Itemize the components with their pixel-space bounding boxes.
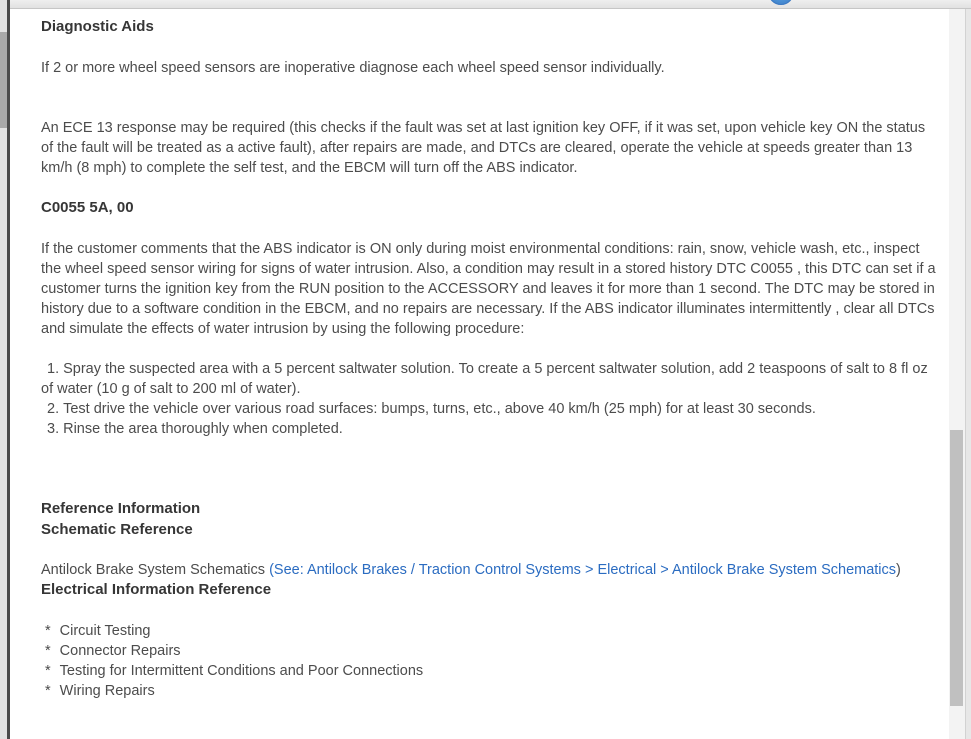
left-scrollbar-thumb[interactable] — [0, 32, 7, 128]
heading-electrical-information-reference: Electrical Information Reference — [41, 581, 272, 598]
list-item-text: Wiring Repairs — [59, 683, 155, 699]
paragraph-customer-comments: If the customer comments that the ABS indicator is ON only during moist environmental conditions: rain, snow, vehicle wash, etc., inspect the wheel speed sensor wiring for signs of water intrusion. Also, a condition may result in a stored history DTC C0055 , this DTC can set if a customer turns the ignition key from the RUN position to the ACCESSORY and leaves it for more than 1 second. The DTC may be stored in history due to a software condition in the EBCM, and no repairs are necessary. If the ABS indicator illuminates intermittently , clear all DTCs and simulate the effects of water intrusion by using the following procedure: — [41, 241, 936, 337]
procedure-step — [41, 419, 938, 439]
window-right-edge — [965, 9, 971, 739]
right-scrollbar-thumb[interactable] — [950, 430, 963, 706]
procedure-step — [41, 359, 938, 399]
schematic-reference-link[interactable]: (See: Antilock Brakes / Traction Control Systems > Electrical > Antilock Brake System Schematics — [269, 562, 897, 578]
list-item-text: Circuit Testing — [59, 623, 151, 639]
step-text: Rinse the area thoroughly when completed. — [63, 421, 343, 437]
bullet-marker: * — [45, 683, 51, 699]
procedure-step — [41, 399, 938, 419]
electrical-reference-list — [41, 621, 938, 701]
top-strip — [10, 0, 971, 9]
list-item — [41, 621, 938, 641]
left-scrollbar-track[interactable] — [0, 0, 7, 739]
bullet-marker: * — [45, 623, 51, 639]
schematic-reference-line — [41, 560, 938, 580]
list-item-text: Testing for Intermittent Conditions and Poor Connections — [59, 663, 424, 679]
bullet-marker: * — [45, 643, 51, 659]
heading-reference-information: Reference Information — [41, 500, 201, 517]
right-scrollbar-track[interactable] — [949, 9, 965, 739]
document-content — [10, 10, 949, 739]
schematic-line-suffix: ) — [896, 562, 901, 578]
heading-schematic-reference: Schematic Reference — [41, 521, 193, 538]
step-number: 1. — [47, 361, 60, 377]
procedure-ordered-list — [41, 359, 938, 439]
scroll-to-top-button[interactable] — [768, 0, 794, 5]
paragraph-wheel-speed-sensors: If 2 or more wheel speed sensors are inoperative diagnose each wheel speed sensor individually. — [41, 60, 665, 76]
step-text: Spray the suspected area with a 5 percent saltwater solution. To create a 5 percent saltwater solution, add 2 teaspoons of salt to 8 fl oz of water (10 g of salt to 200 ml of water). — [41, 361, 928, 397]
step-number: 2. — [47, 401, 60, 417]
bullet-marker: * — [45, 663, 51, 679]
list-item — [41, 681, 938, 701]
list-item-text: Connector Repairs — [59, 643, 181, 659]
list-item — [41, 641, 938, 661]
heading-dtc-code: C0055 5A, 00 — [41, 199, 134, 216]
step-text: Test drive the vehicle over various road surfaces: bumps, turns, etc., above 40 km/h (25 mph) for at least 30 seconds. — [63, 401, 816, 417]
heading-diagnostic-aids: Diagnostic Aids — [41, 18, 154, 35]
step-number: 3. — [47, 421, 60, 437]
paragraph-ece-13-response: An ECE 13 response may be required (this checks if the fault was set at last ignition key OFF, if it was set, upon vehicle key ON the status of the fault will be treated as a active fault), after repairs are made, and DTCs are cleared, operate the vehicle at speeds greater than 13 km/h (8 mph) to complete the self test, and the EBCM will turn off the ABS indicator. — [41, 120, 926, 176]
schematic-line-prefix: Antilock Brake System Schematics — [41, 562, 270, 578]
list-item — [41, 661, 938, 681]
